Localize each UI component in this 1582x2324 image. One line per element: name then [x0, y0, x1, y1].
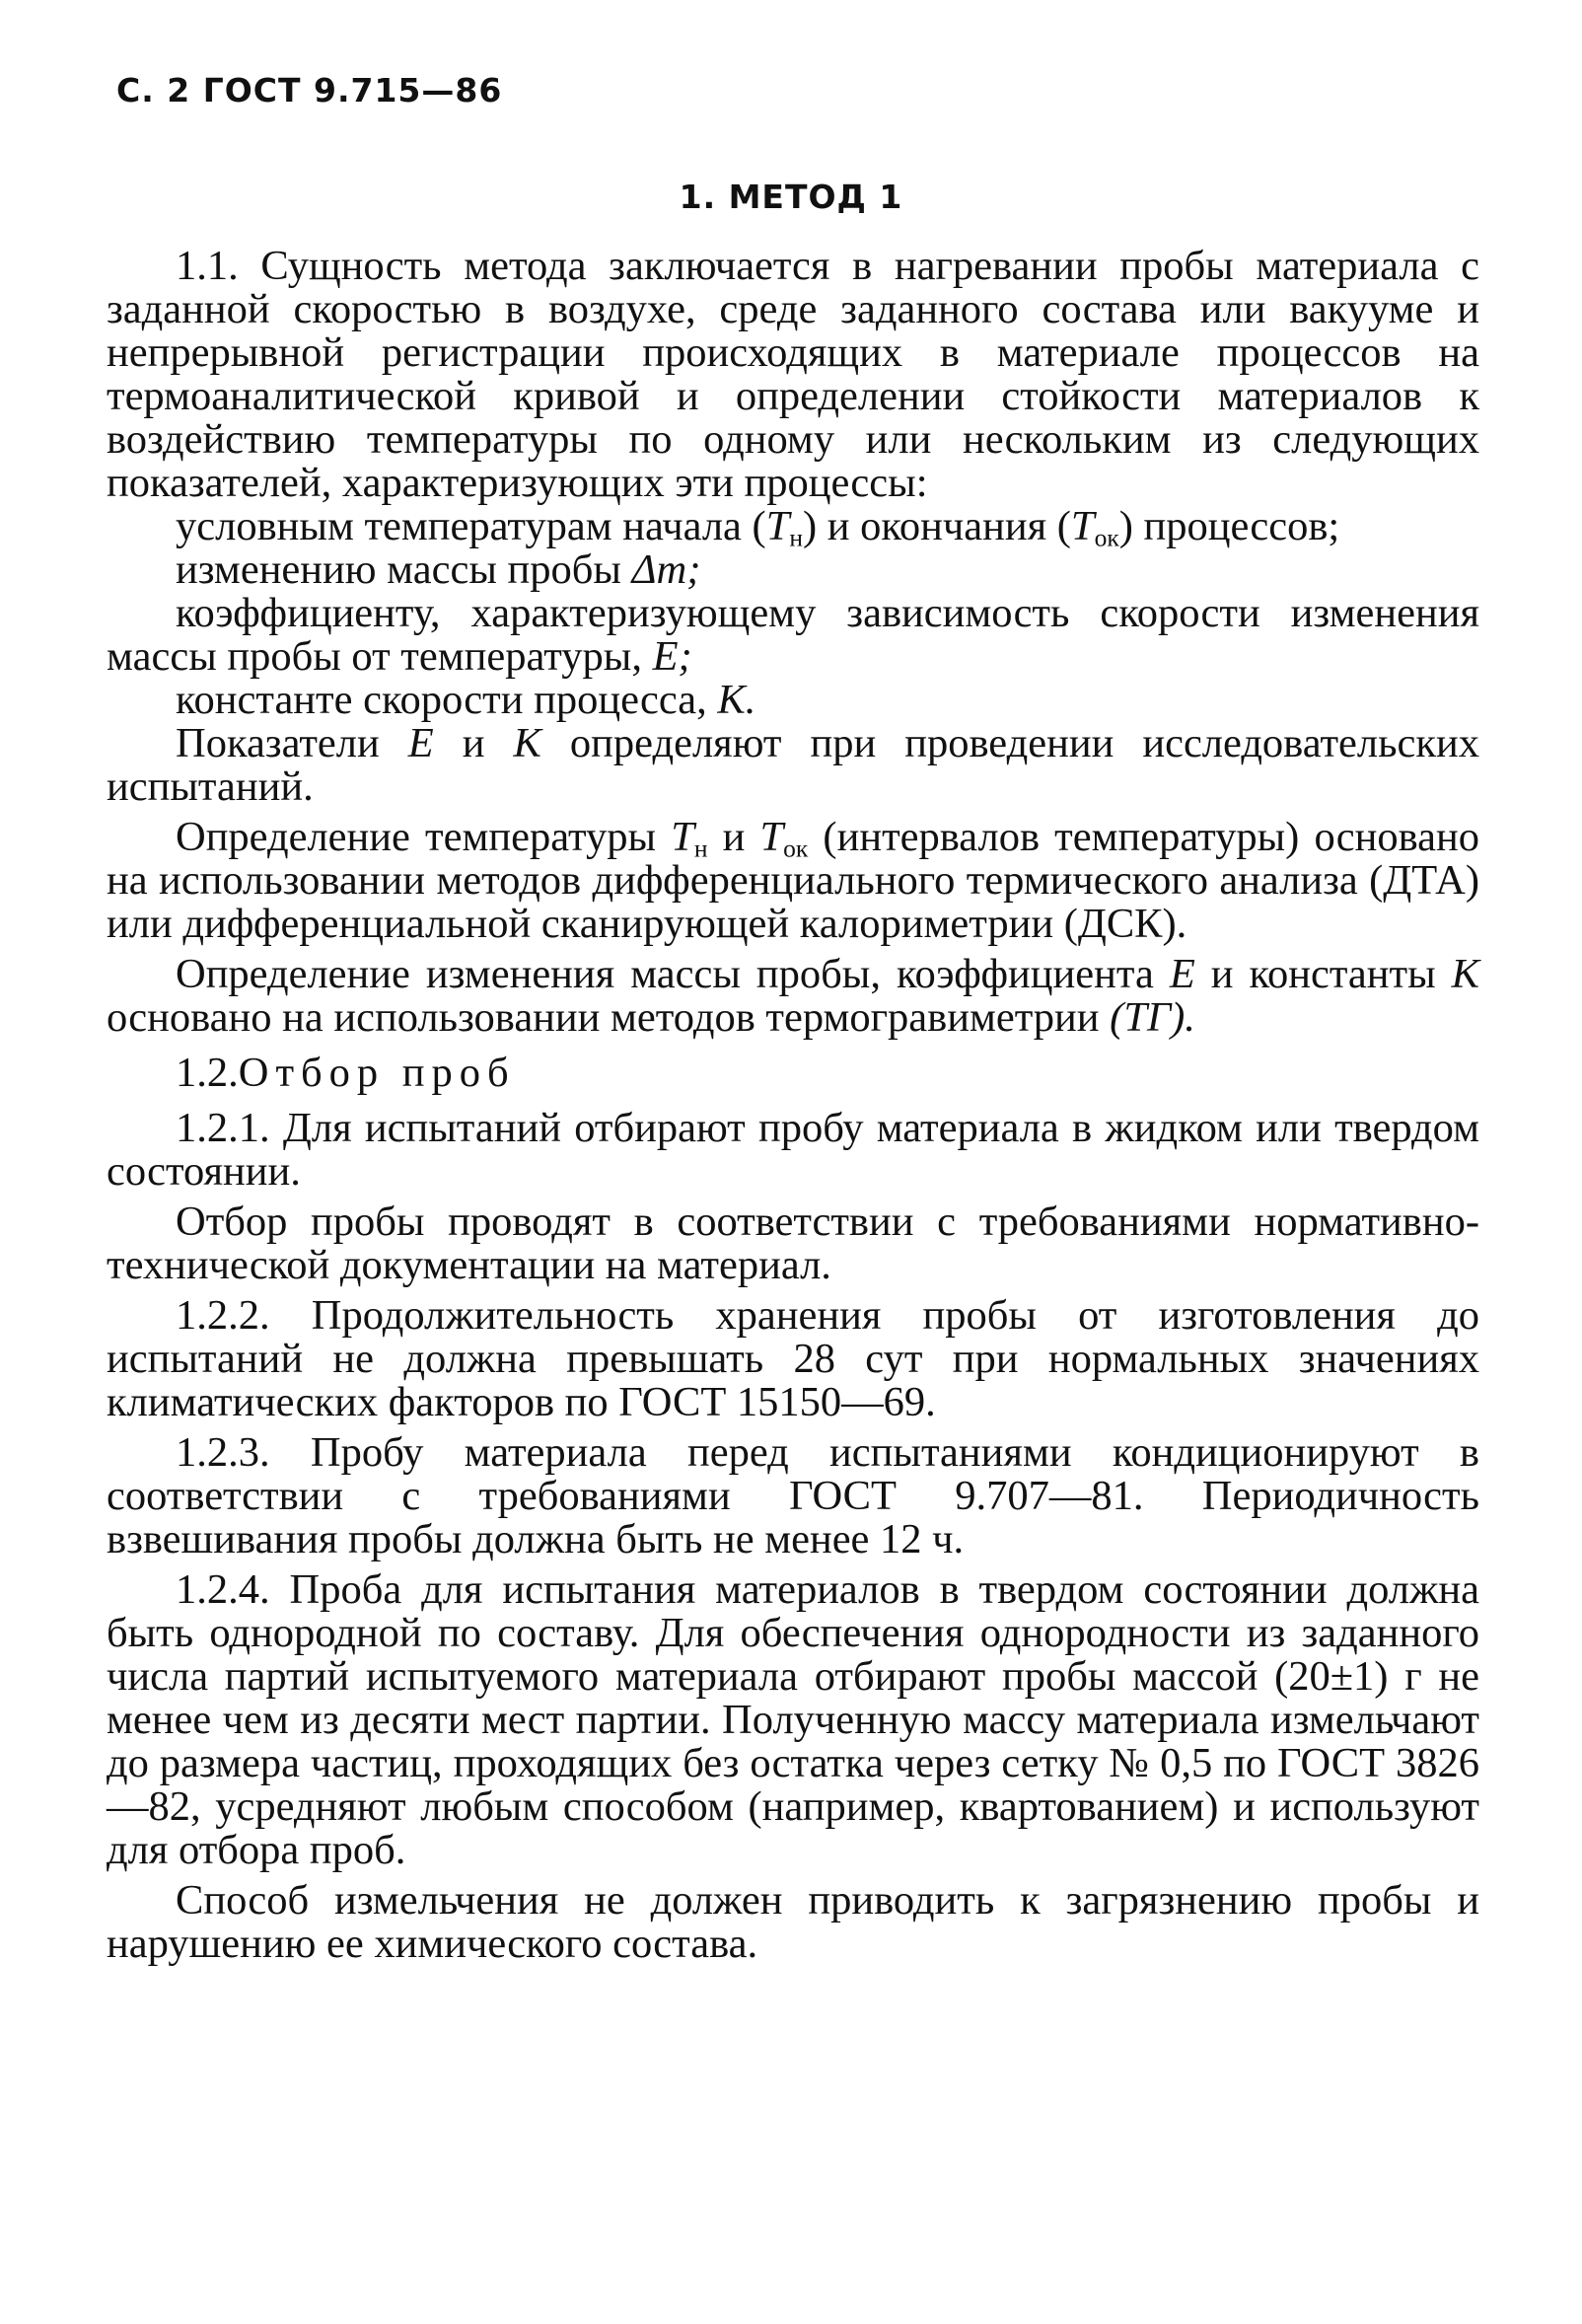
list-item-mass-change: изменению массы пробы Δm;	[176, 546, 701, 593]
paragraph-1-2-3: 1.2.3. Пробу материала перед испытаниями кондиционируют в соответствии с требованиями ГОСТ 9.707—81. Периодичность взвешивания пробы должна быть не менее 12 ч.	[107, 1429, 1479, 1562]
document-body	[107, 245, 1479, 1966]
paragraph-1-1: 1.1. Сущность метода заключается в нагревании пробы материала с заданной скоростью в воздухе, среде заданного состава или вакууме и непрерывной регистрации происходящих в материале процессов на термоаналитической кривой и определении стойкости материалов к воздействию температуры по одному или нескольким из следующих показателей, характеризующих эти процессы:	[107, 243, 1479, 506]
paragraph-temperature-definition: Определение температуры $T_н$ и $T_{ок}$ (интервалов температуры) основано на использовании методов дифференциального термического анализа (ДТА) или дифференциальной сканирующей калориметрии (ДСК).	[107, 814, 1479, 947]
list-item-temperatures: условным температурам начала $(T_н)$ и окончания $(T_{ок})$ процессов;	[176, 503, 1340, 552]
paragraph-1-2-4: 1.2.4. Проба для испытания материалов в твердом состоянии должна быть однородной по составу. Для обеспечения однородности из заданного числа партий испытуемого материала отбирают пробы массой (20±1) г не менее чем из десяти мест партии. Полученную массу материала измельчают до размера частиц, проходящих без остатка через сетку № 0,5 по ГОСТ 3826—82, усредняют любым способом (например, квартованием) и используют для отбора проб.	[107, 1566, 1479, 1873]
list-item-rate-constant: константе скорости процесса, K.	[176, 677, 756, 723]
paragraph-mass-definition: Определение изменения массы пробы, коэффициента E и константы K основано на использовании методов термогравиметрии (ТГ).	[107, 951, 1480, 1041]
paragraph-indicators: Показатели E и K определяют при проведении исследовательских испытаний.	[107, 720, 1479, 810]
paragraph-1-2-1: 1.2.1. Для испытаний отбирают пробу материала в жидком или твердом состоянии.	[107, 1105, 1479, 1195]
page-header: С. 2 ГОСТ 9.715—86	[116, 71, 503, 109]
paragraph-sampling: Отбор пробы проводят в соответствии с требованиями нормативно-технической документации на материал.	[107, 1198, 1479, 1288]
subsection-heading-1-2: 1.2.Отбор проб	[176, 1050, 516, 1096]
section-title: 1. МЕТОД 1	[679, 178, 903, 216]
list-item-coefficient: коэффициенту, характеризующему зависимость скорости изменения массы пробы от температуры, E;	[107, 590, 1479, 680]
paragraph-1-2-2: 1.2.2. Продолжительность хранения пробы от изготовления до испытаний не должна превышать 28 сут при нормальных значениях климатических факторов по ГОСТ 15150—69.	[107, 1292, 1479, 1425]
paragraph-grinding: Способ измельчения не должен приводить к загрязнению пробы и нарушению ее химического состава.	[107, 1877, 1479, 1967]
